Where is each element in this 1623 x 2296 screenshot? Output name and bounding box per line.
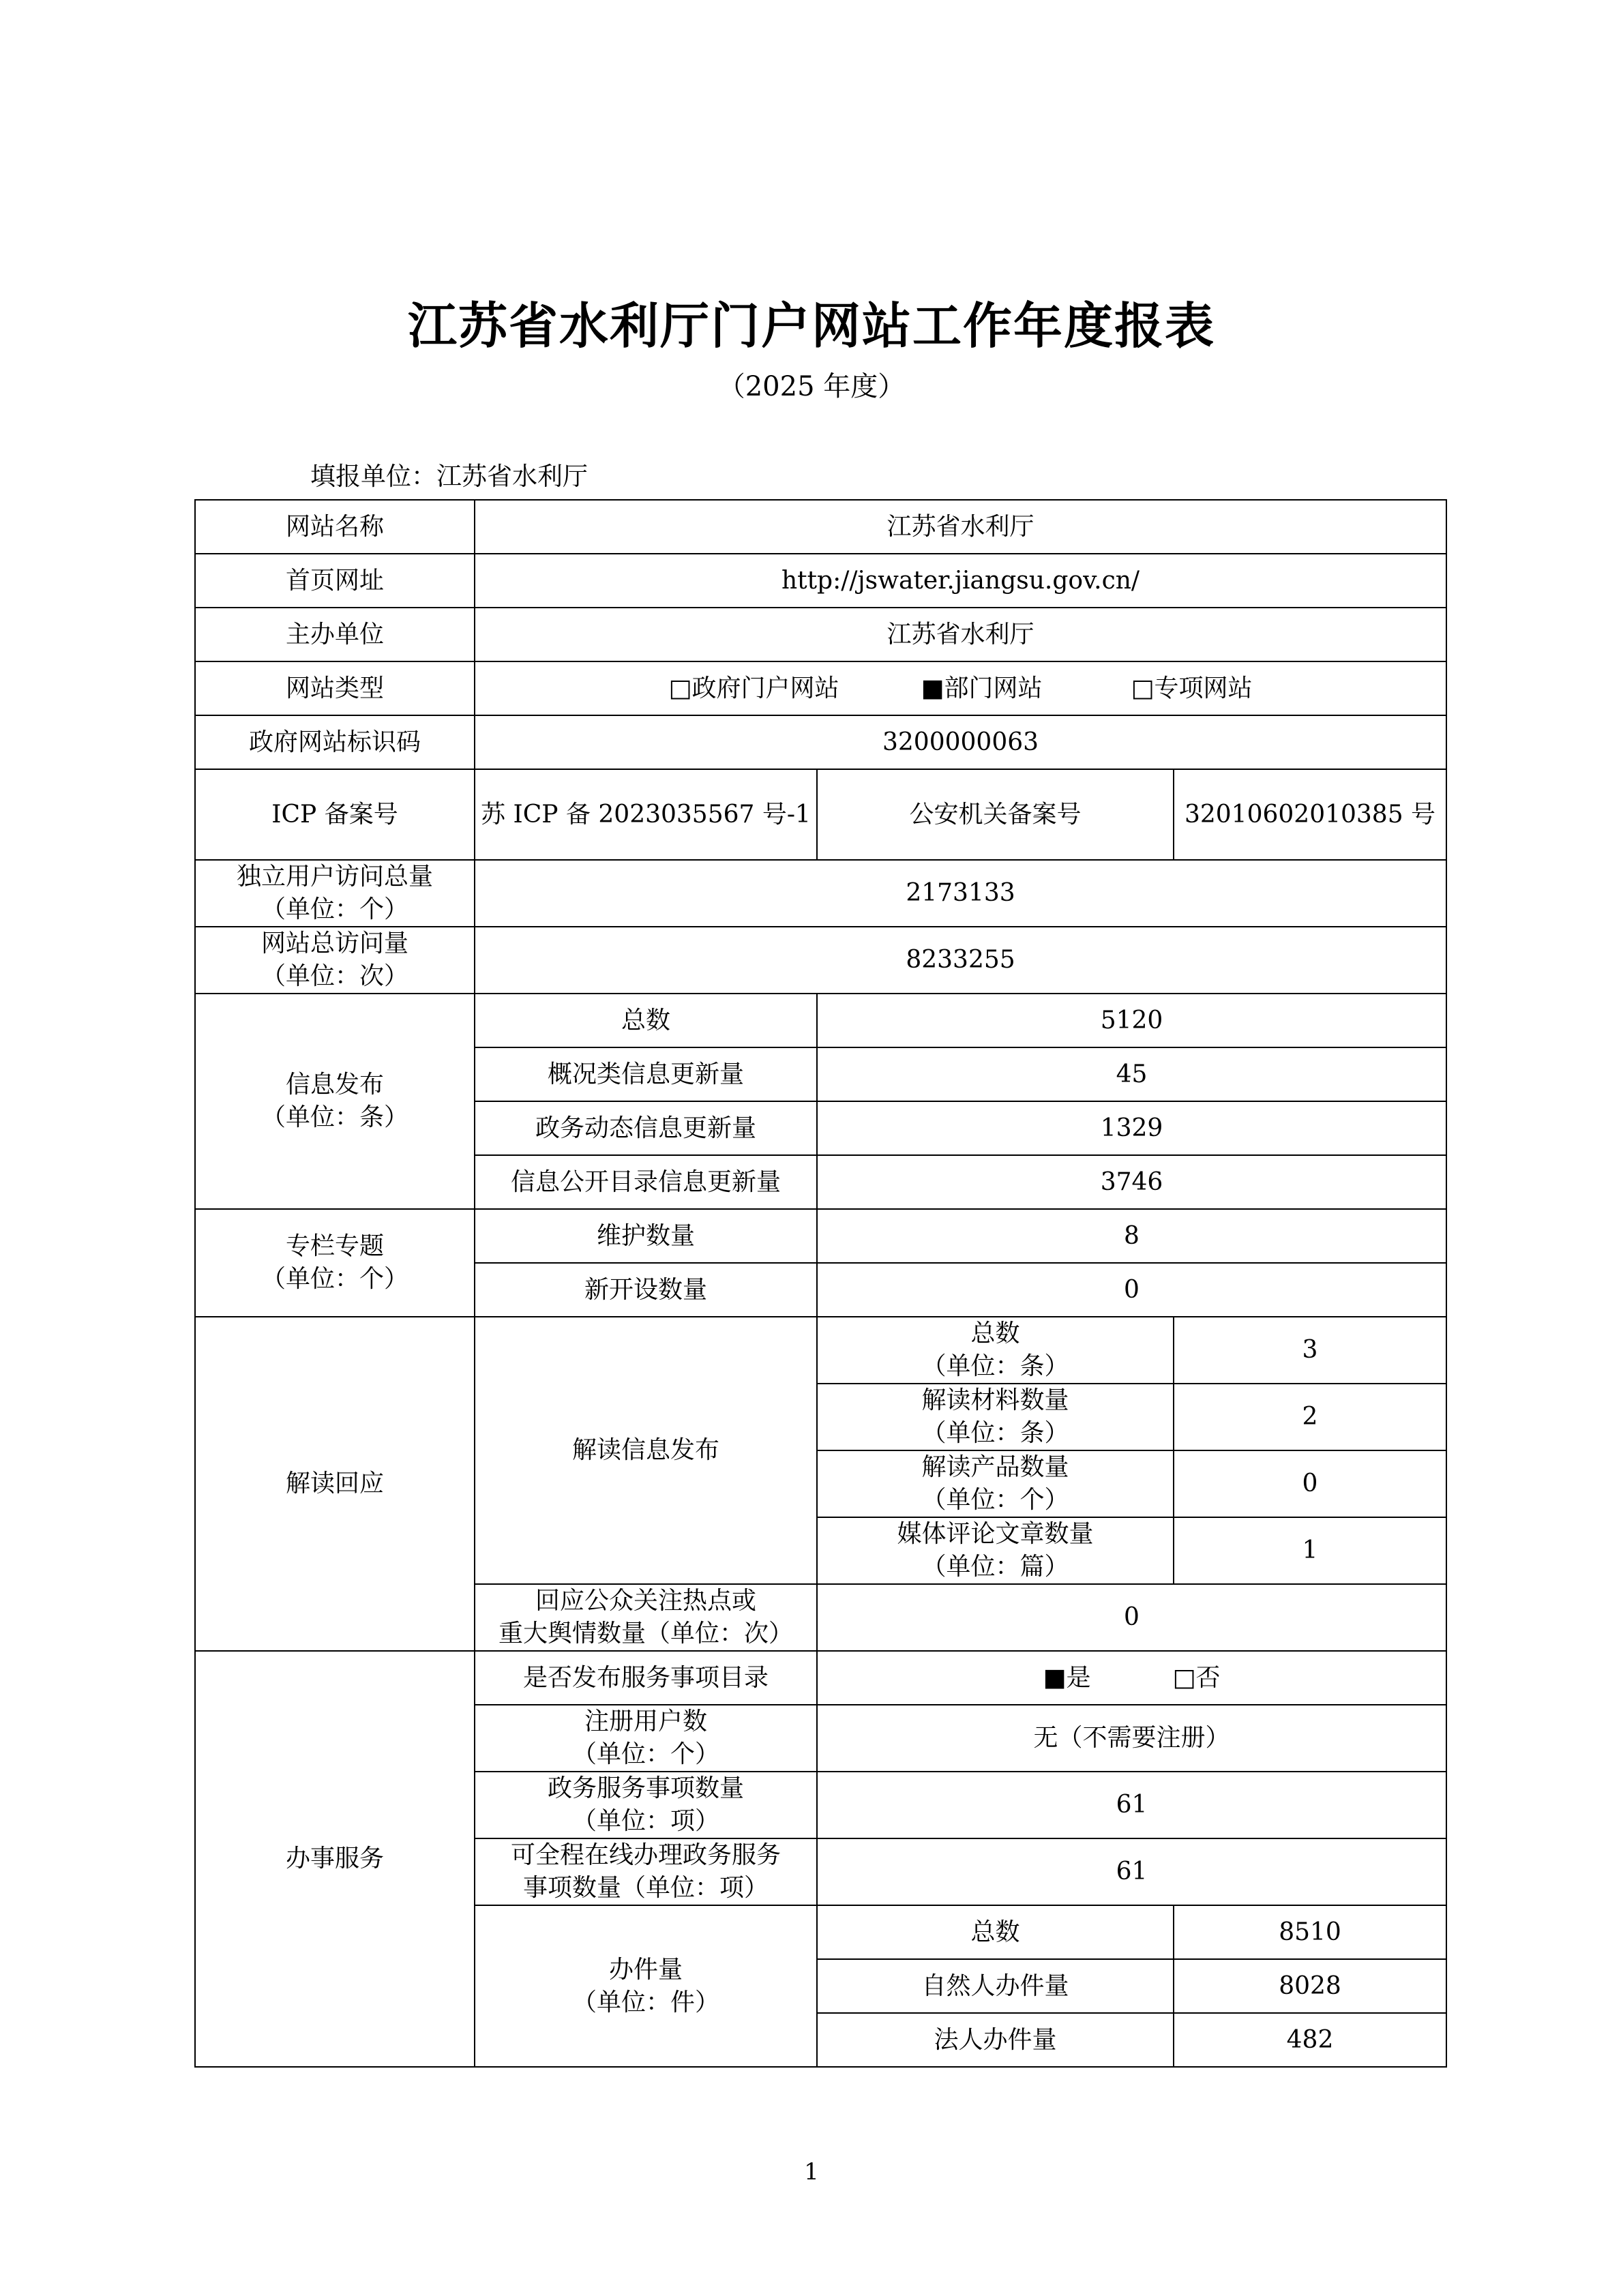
value-volume-item: 8028 (1174, 1959, 1446, 2013)
label-icp: ICP 备案号 (195, 769, 475, 860)
label-line: 解读材料数量 (921, 1386, 1069, 1414)
label-unit: （单位：条） (260, 1103, 408, 1131)
label-interp-item (817, 1450, 1174, 1517)
label-unit: （单位：项） (571, 1807, 719, 1835)
label-line: 注册用户数 (584, 1708, 707, 1735)
value-site-type (475, 661, 1446, 715)
row-homepage (195, 554, 1446, 608)
value-columns-item: 0 (817, 1263, 1446, 1317)
row-site-type (195, 661, 1446, 715)
page-number: 1 (804, 2158, 819, 2186)
value-info-item: 1329 (817, 1101, 1446, 1155)
value-interp-item: 3 (1174, 1317, 1446, 1384)
checkbox-no: □否 (1172, 1663, 1221, 1692)
value-service-items: 61 (817, 1772, 1446, 1838)
value-icp: 苏 ICP 备 2023035567 号-1 (475, 769, 817, 860)
checkbox-special-site: □专项网站 (1131, 674, 1253, 702)
value-online-items: 61 (817, 1838, 1446, 1905)
label-columns-item: 维护数量 (475, 1209, 817, 1263)
label-total-visits (195, 927, 475, 994)
row-site-code (195, 715, 1446, 769)
label-unit: （单位：个） (260, 1265, 408, 1293)
filling-unit: 填报单位：江苏省水利厅 (310, 462, 588, 491)
label-interp-response (475, 1584, 817, 1651)
label-unit: （单位：条） (921, 1352, 1069, 1380)
row-interp-total (195, 1317, 1446, 1384)
label-line: 网站总访问量 (260, 929, 408, 957)
row-unique-visitors (195, 860, 1446, 927)
value-info-item: 5120 (817, 994, 1446, 1047)
value-info-item: 3746 (817, 1155, 1446, 1209)
label-unique-visitors (195, 860, 475, 927)
value-site-code: 3200000063 (475, 715, 1446, 769)
label-sponsor: 主办单位 (195, 608, 475, 661)
row-info-total (195, 994, 1446, 1047)
label-info-item: 政务动态信息更新量 (475, 1101, 817, 1155)
label-line: 总数 (970, 1320, 1020, 1347)
row-service-catalog (195, 1651, 1446, 1705)
label-unit: （单位：个） (260, 895, 408, 923)
label-interp-publish: 解读信息发布 (475, 1317, 817, 1584)
label-volume-item: 总数 (817, 1905, 1174, 1959)
value-unique-visitors: 2173133 (475, 860, 1446, 927)
label-unit: （单位：次） (260, 962, 408, 990)
label-unit: （单位：条） (921, 1419, 1069, 1447)
label-volume-item: 自然人办件量 (817, 1959, 1174, 2013)
label-service-items (475, 1772, 817, 1838)
label-volume-item: 法人办件量 (817, 2013, 1174, 2067)
label-line: 独立用户访问总量 (236, 863, 433, 891)
label-unit: （单位：篇） (921, 1553, 1069, 1581)
label-line: 办件量 (608, 1955, 683, 1984)
row-sponsor (195, 608, 1446, 661)
label-line: 解读产品数量 (921, 1453, 1069, 1481)
value-interp-item: 2 (1174, 1384, 1446, 1450)
report-table (194, 499, 1447, 2068)
value-info-item: 45 (817, 1047, 1446, 1101)
row-total-visits (195, 927, 1446, 994)
label-interp-item (817, 1517, 1174, 1584)
label-site-code: 政府网站标识码 (195, 715, 475, 769)
value-interp-response: 0 (817, 1584, 1446, 1651)
label-info-item: 概况类信息更新量 (475, 1047, 817, 1101)
label-line: 可全程在线办理政务服务 (510, 1841, 781, 1869)
label-interpretation: 解读回应 (195, 1317, 475, 1651)
label-interp-item (817, 1384, 1174, 1450)
label-unit: （单位：个） (571, 1740, 719, 1768)
label-volume (475, 1905, 817, 2067)
label-line: 专栏专题 (285, 1232, 384, 1260)
label-info-item: 总数 (475, 994, 817, 1047)
label-site-type: 网站类型 (195, 661, 475, 715)
value-registered-users: 无（不需要注册） (817, 1705, 1446, 1772)
value-police-record: 32010602010385 号 (1174, 769, 1446, 860)
row-columns-maintained (195, 1209, 1446, 1263)
value-interp-item: 0 (1174, 1450, 1446, 1517)
label-homepage: 首页网址 (195, 554, 475, 608)
label-line: 重大舆情数量（单位：次） (498, 1620, 793, 1648)
label-line: 信息发布 (285, 1071, 384, 1099)
report-year: （2025 年度） (717, 371, 906, 402)
label-service-catalog: 是否发布服务事项目录 (475, 1651, 817, 1705)
value-columns-item: 8 (817, 1209, 1446, 1263)
value-homepage: http://jswater.jiangsu.gov.cn/ (475, 554, 1446, 608)
label-services: 办事服务 (195, 1651, 475, 2067)
label-columns-item: 新开设数量 (475, 1263, 817, 1317)
label-line: 事项数量（单位：项） (522, 1874, 769, 1902)
row-site-name (195, 500, 1446, 554)
label-interp-item (817, 1317, 1174, 1384)
label-info-item: 信息公开目录信息更新量 (475, 1155, 817, 1209)
label-unit: （单位：件） (571, 1988, 719, 2016)
label-site-name: 网站名称 (195, 500, 475, 554)
value-interp-item: 1 (1174, 1517, 1446, 1584)
label-line: 政务服务事项数量 (547, 1774, 744, 1802)
label-line: 回应公众关注热点或 (535, 1587, 756, 1615)
report-title: 江苏省水利厅门户网站工作年度报表 (407, 297, 1215, 355)
checkbox-gov-portal: □政府门户网站 (668, 674, 839, 702)
value-site-name: 江苏省水利厅 (475, 500, 1446, 554)
label-online-items (475, 1838, 817, 1905)
checkbox-department-site: ■部门网站 (921, 674, 1043, 702)
value-total-visits: 8233255 (475, 927, 1446, 994)
value-volume-item: 8510 (1174, 1905, 1446, 1959)
value-service-catalog (817, 1651, 1446, 1705)
label-registered-users (475, 1705, 817, 1772)
checkbox-yes: ■是 (1043, 1663, 1091, 1692)
label-info-publish (195, 994, 475, 1209)
label-columns (195, 1209, 475, 1317)
label-unit: （单位：个） (921, 1486, 1069, 1514)
label-line: 媒体评论文章数量 (897, 1520, 1094, 1548)
value-sponsor: 江苏省水利厅 (475, 608, 1446, 661)
label-police-record: 公安机关备案号 (817, 769, 1174, 860)
value-volume-item: 482 (1174, 2013, 1446, 2067)
row-icp (195, 769, 1446, 860)
